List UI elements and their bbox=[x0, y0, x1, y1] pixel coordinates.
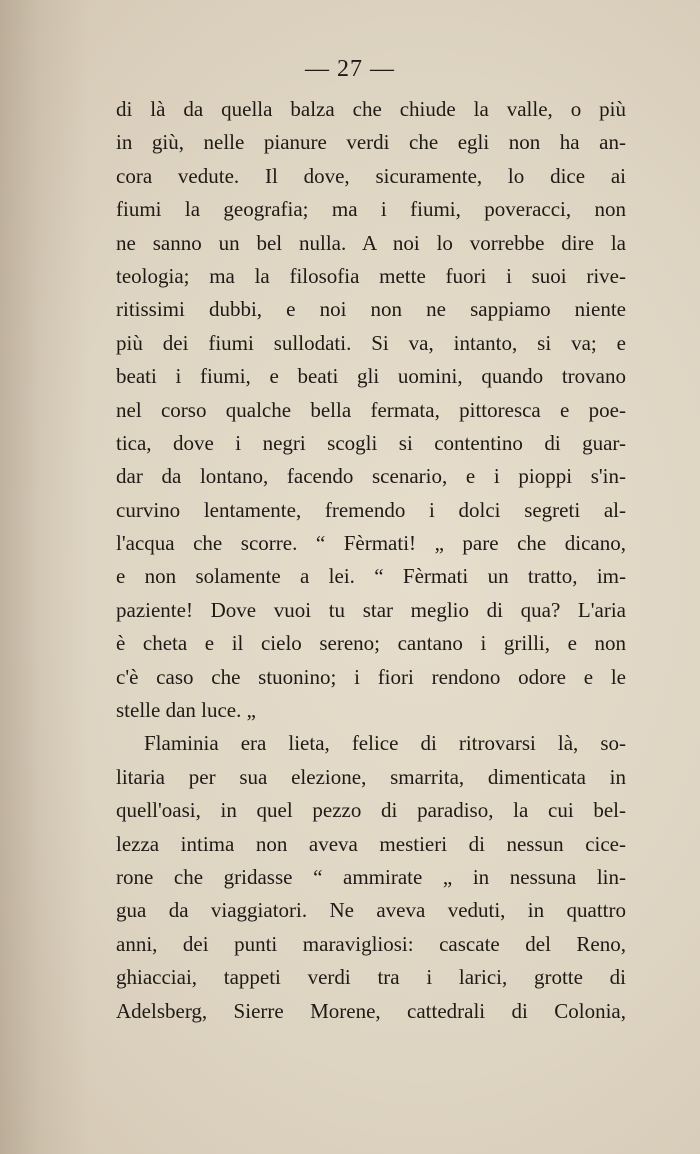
text-line: stelle dan luce. „ bbox=[116, 698, 256, 723]
paragraph-1 bbox=[116, 93, 626, 727]
text-line: l'acqua che scorre. “ Fèrmati! „ pare che dicano, bbox=[116, 531, 626, 556]
page-text bbox=[116, 93, 626, 1028]
text-line: è cheta e il cielo sereno; cantano i grilli, e non bbox=[116, 631, 626, 656]
text-line: curvino lentamente, fremendo i dolci segreti al- bbox=[116, 497, 626, 522]
text-line: nel corso qualche bella fermata, pittoresca e poe- bbox=[116, 397, 626, 422]
text-line: Flaminia era lieta, felice di ritrovarsi là, so- bbox=[144, 731, 626, 756]
text-line: dar da lontano, facendo scenario, e i pioppi s'in- bbox=[116, 464, 626, 489]
text-line: cora vedute. Il dove, sicuramente, lo dice ai bbox=[116, 163, 626, 188]
text-line: in giù, nelle pianure verdi che egli non ha an- bbox=[116, 130, 626, 155]
text-line: ne sanno un bel nulla. A noi lo vorrebbe dire la bbox=[116, 230, 626, 255]
text-line: teologia; ma la filosofia mette fuori i suoi rive- bbox=[116, 263, 626, 288]
text-line: ghiacciai, tappeti verdi tra i larici, grotte di bbox=[116, 965, 626, 990]
text-line: di là da quella balza che chiude la valle, o più bbox=[116, 97, 626, 121]
text-line: Adelsberg, Sierre Morene, cattedrali di Colonia, bbox=[116, 998, 626, 1023]
text-line: gua da viaggiatori. Ne aveva veduti, in quattro bbox=[116, 898, 626, 923]
text-line: paziente! Dove vuoi tu star meglio di qua? L'aria bbox=[116, 597, 626, 622]
page-number: — 27 — bbox=[305, 56, 395, 82]
text-line: beati i fiumi, e beati gli uomini, quando trovano bbox=[116, 364, 626, 389]
text-line: c'è caso che stuonino; i fiori rendono odore e le bbox=[116, 664, 626, 689]
text-line: quell'oasi, in quel pezzo di paradiso, la cui bel- bbox=[116, 798, 626, 823]
text-line: ritissimi dubbi, e noi non ne sappiamo niente bbox=[116, 297, 626, 322]
text-line: più dei fiumi sullodati. Si va, intanto, si va; e bbox=[116, 330, 626, 355]
text-line: litaria per sua elezione, smarrita, dimenticata in bbox=[116, 764, 626, 789]
text-line: lezza intima non aveva mestieri di nessun cice- bbox=[116, 831, 626, 856]
text-line: fiumi la geografia; ma i fiumi, poveracci, non bbox=[116, 197, 626, 222]
text-line: e non solamente a lei. “ Fèrmati un tratto, im- bbox=[116, 564, 626, 589]
text-line: anni, dei punti maravigliosi: cascate del Reno, bbox=[116, 931, 626, 956]
paragraph-2 bbox=[116, 727, 626, 1028]
text-line: rone che gridasse “ ammirate „ in nessuna lin- bbox=[116, 864, 626, 889]
text-line: tica, dove i negri scogli si contentino di guar- bbox=[116, 430, 626, 455]
